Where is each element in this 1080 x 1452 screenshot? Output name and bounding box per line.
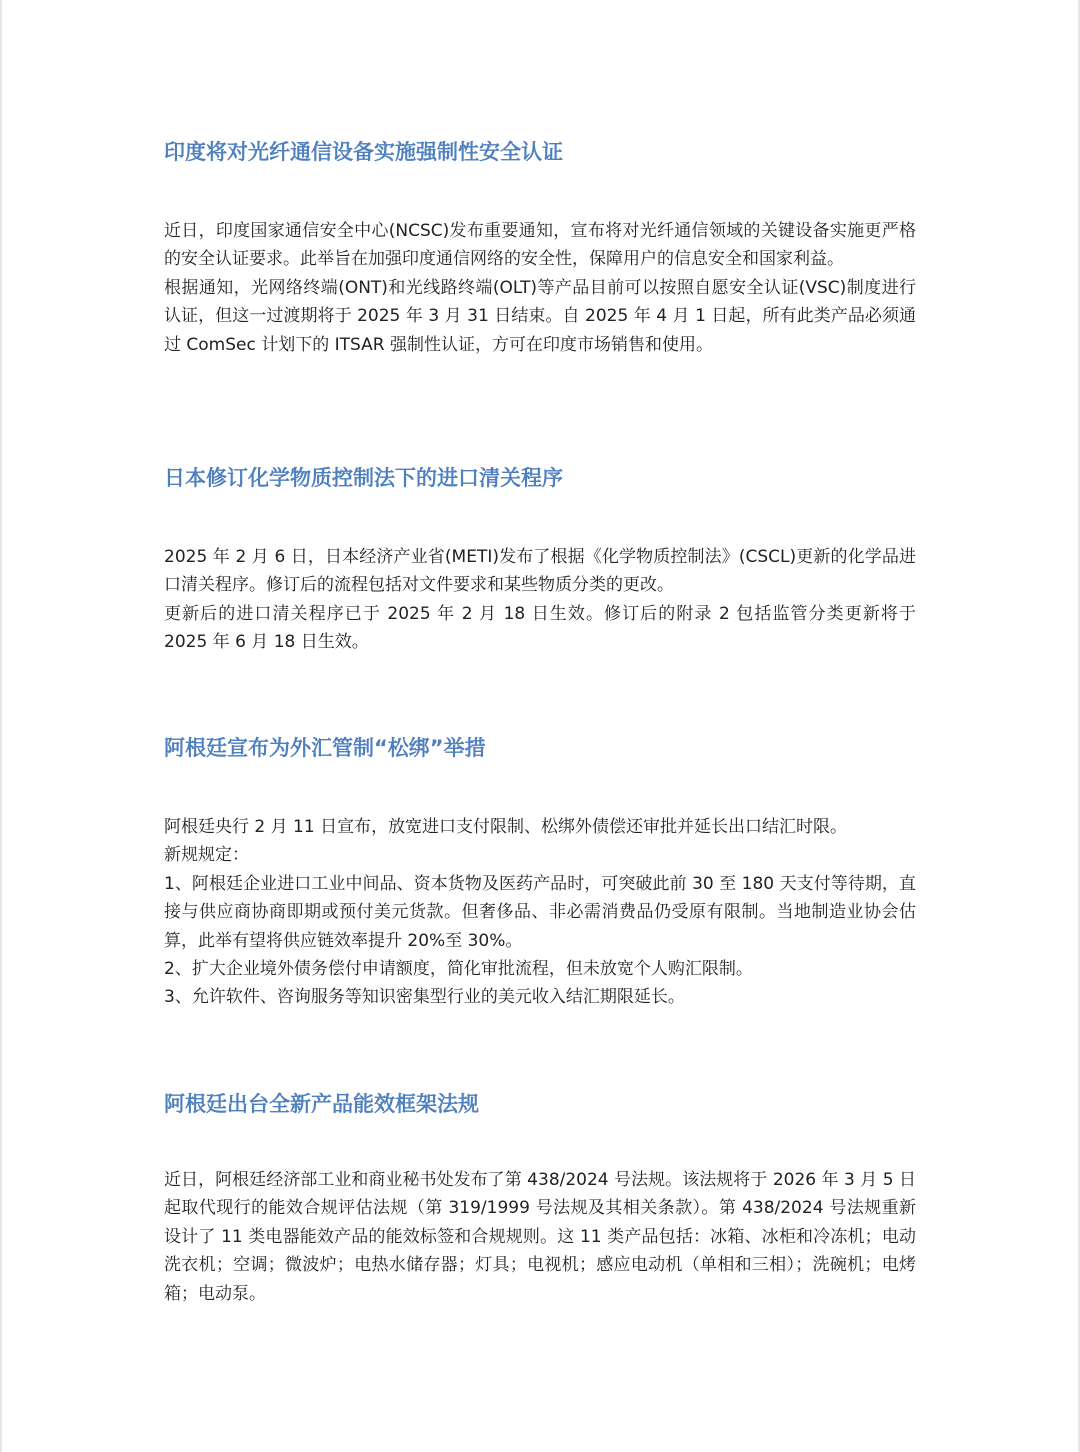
article-heading: 阿根廷宣布为外汇管制“松绑”举措 [164,736,486,760]
article-japan-cscl-import [164,463,916,653]
article-india-fiber-certification [164,137,916,355]
article-body [164,813,916,1012]
paragraph: 根据通知，光网络终端(ONT)和光线路终端(OLT)等产品目前可以按照自愿安全认证(VSC)制度进行认证，但这一过渡期将于 2025 年 3 月 31 日结束。自 2025 年 4 月 1 日起，所有此类产品必须通过 ComSec 计划下的 ITSAR 强制性认证，方可在印度市场销售和使用。 [164,277,916,355]
list-item: 1、阿根廷企业进口工业中间品、资本货物及医药产品时，可突破此前 30 至 180 天支付等待期，直接与供应商协商即期或预付美元货款。但奢侈品、非必需消费品仍受原有限制。当地制造业协会估算，此举有望将供应链效率提升 20%至 30%。 [164,873,916,951]
article-body [164,217,916,359]
article-heading: 阿根廷出台全新产品能效框架法规 [164,1092,479,1116]
article-body [164,1166,916,1308]
paragraph: 新规规定： [164,845,249,866]
paragraph: 阿根廷央行 2 月 11 日宣布，放宽进口支付限制、松绑外债偿还审批并延长出口结汇时限。 [164,817,848,837]
list-item: 2、扩大企业境外债务偿付申请额度，简化审批流程，但未放宽个人购汇限制。 [164,959,753,980]
page-edge-left [0,0,2,1452]
paragraph: 更新后的进口清关程序已于 2025 年 2 月 18 日生效。修订后的附录 2 包括监管分类更新将于 2025 年 6 月 18 日生效。 [164,603,916,653]
list-item: 3、允许软件、咨询服务等知识密集型行业的美元收入结汇期限延长。 [164,987,685,1008]
article-heading: 印度将对光纤通信设备实施强制性安全认证 [164,140,563,164]
article-heading: 日本修订化学物质控制法下的进口清关程序 [164,466,563,490]
article-body [164,543,916,657]
paragraph: 近日，阿根廷经济部工业和商业秘书处发布了第 438/2024 号法规。该法规将于 2026 年 3 月 5 日起取代现行的能效合规评估法规（第 319/1999 号法规及其相关条款）。第 438/2024 号法规重新设计了 11 类电器能效产品的能效标签和合规规则。这 11 类产品包括：冰箱、冰柜和冷冻机；电动洗衣机；空调；微波炉；电热水储存器；灯具；电视机；感应电动机（单相和三相）；洗碗机；电烤箱；电动泵。 [164,1170,916,1304]
article-argentina-fx-easing [164,733,916,1008]
paragraph: 2025 年 2 月 6 日，日本经济产业省(METI)发布了根据《化学物质控制法》(CSCL)更新的化学品进口清关程序。修订后的流程包括对文件要求和某些物质分类的更改。 [164,547,916,596]
article-argentina-energy-efficiency [164,1089,916,1304]
paragraph: 近日，印度国家通信安全中心(NCSC)发布重要通知，宣布将对光纤通信领域的关键设备实施更严格的安全认证要求。此举旨在加强印度通信网络的安全性，保障用户的信息安全和国家利益。 [164,221,916,270]
